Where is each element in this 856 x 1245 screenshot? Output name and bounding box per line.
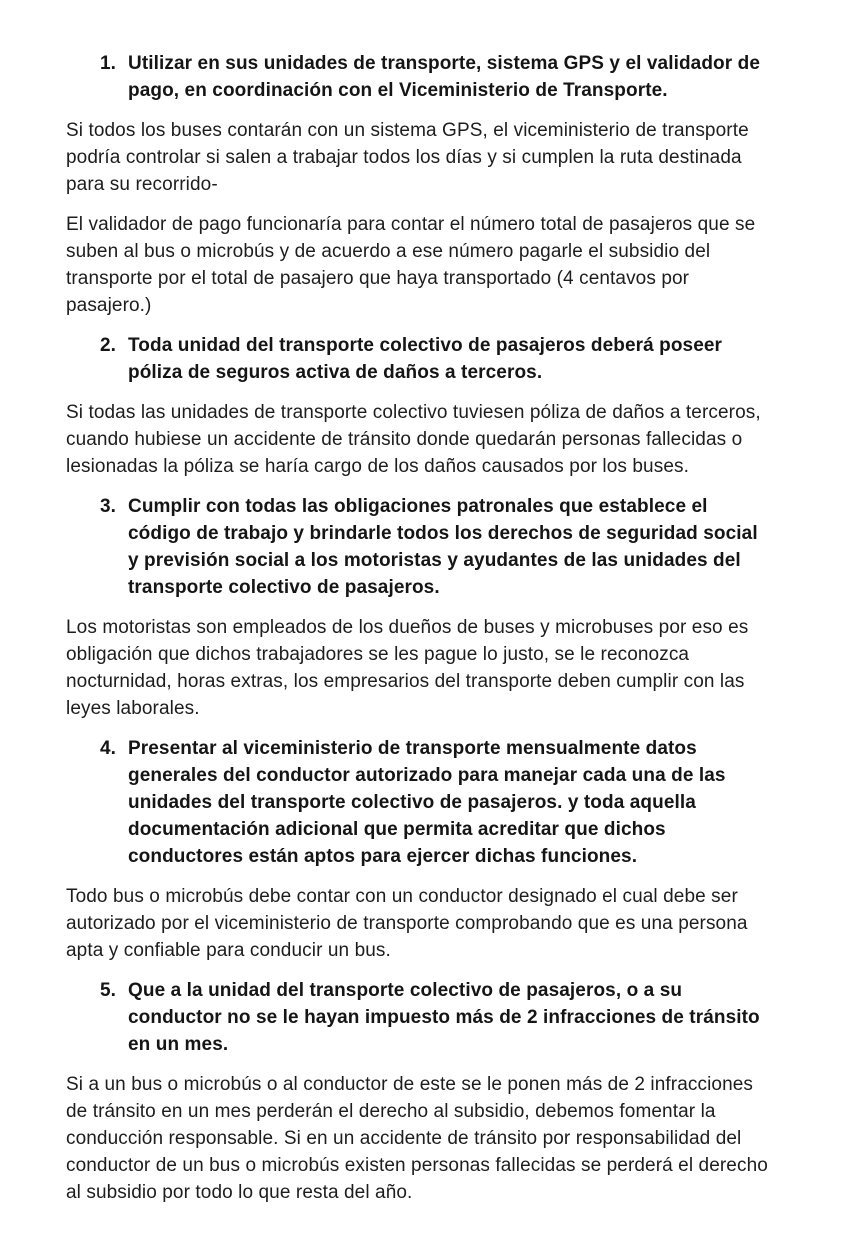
list-item-5-heading-text: Que a la unidad del transporte colectivo de pasajeros, o a su conductor no se le hayan impuesto más de 2 infracciones de tránsito en un mes. (128, 980, 760, 1055)
list-item-3-heading (100, 493, 772, 601)
paragraph: Todo bus o microbús debe contar con un conductor designado el cual debe ser autorizado por el viceministerio de transporte comprobando que es una persona apta y confiable para conducir un bus. (66, 886, 748, 961)
list-item-2-heading (100, 332, 772, 386)
list-item-1-heading (100, 50, 772, 104)
list-item-1-heading-text: Utilizar en sus unidades de transporte, sistema GPS y el validador de pago, en coordinación con el Viceministerio de Transporte. (128, 53, 760, 101)
list-item-4-number: 4. (100, 738, 117, 759)
list-item-3-heading-text: Cumplir con todas las obligaciones patronales que establece el código de trabajo y brindarle todos los derechos de seguridad social y previsión social a los motoristas y ayudantes de las unidades del transporte colectivo de pasajeros. (128, 496, 758, 598)
list-item-2-number: 2. (100, 335, 117, 356)
list-item-2-heading-text: Toda unidad del transporte colectivo de pasajeros deberá poseer póliza de seguros activa de daños a terceros. (128, 335, 723, 383)
list-item-3-number: 3. (100, 496, 117, 517)
list-item-5-number: 5. (100, 980, 117, 1001)
paragraph: Los motoristas son empleados de los dueños de buses y microbuses por eso es obligación que dichos trabajadores se les pague lo justo, se le reconozca nocturnidad, horas extras, los empresarios del transporte deben cumplir con las leyes laborales. (66, 617, 749, 719)
list-item-4-heading-text: Presentar al viceministerio de transporte mensualmente datos generales del conductor autorizado para manejar cada una de las unidades del transporte colectivo de pasajeros. y toda aquella documentación adicional que permita acreditar que dichos conductores están aptos para ejercer dichas funciones. (128, 738, 726, 867)
list-item-4-heading (100, 735, 772, 870)
paragraph: El validador de pago funcionaría para contar el número total de pasajeros que se suben al bus o microbús y de acuerdo a ese número pagarle el subsidio del transporte por el total de pasajero que haya transportado (4 centavos por pasajero.) (66, 214, 756, 316)
paragraph: Si a un bus o microbús o al conductor de este se le ponen más de 2 infracciones de tránsito en un mes perderán el derecho al subsidio, debemos fomentar la conducción responsable. Si en un accidente de tránsito por responsabilidad del conductor de un bus o microbús existen personas fallecidas se perderá el derecho al subsidio por todo lo que resta del año. (66, 1074, 768, 1203)
paragraph: Si todos los buses contarán con un sistema GPS, el viceministerio de transporte podría controlar si salen a trabajar todos los días y si cumplen la ruta destinada para su recorrido- (66, 120, 749, 195)
paragraph: Si todas las unidades de transporte colectivo tuviesen póliza de daños a terceros, cuando hubiese un accidente de tránsito donde quedarán personas fallecidas o lesionadas la póliza se haría cargo de los daños causados por los buses. (66, 402, 761, 477)
list-item-5-heading (100, 977, 772, 1058)
list-item-1-number: 1. (100, 53, 117, 74)
